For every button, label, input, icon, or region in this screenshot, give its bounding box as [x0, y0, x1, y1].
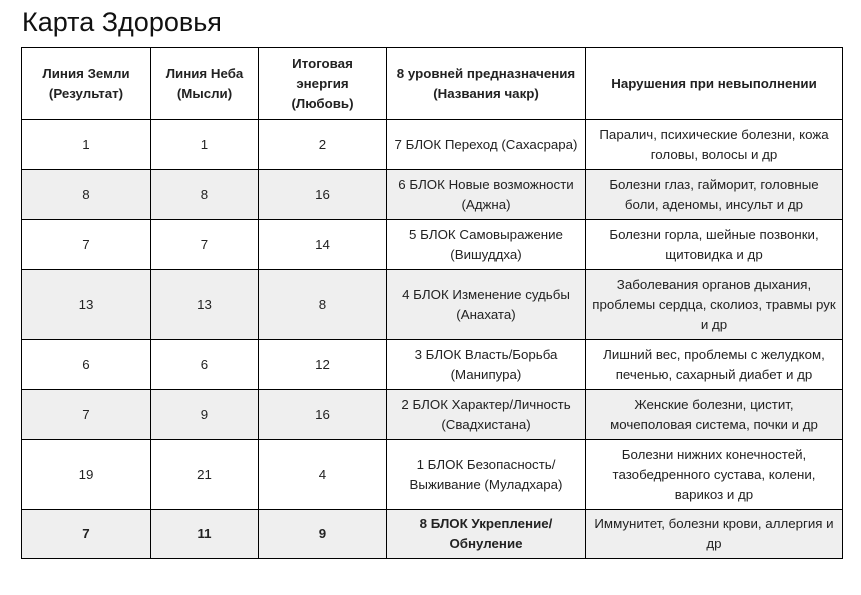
cell-disorders: Заболевания органов дыхания, проблемы сердца, сколиоз, травмы рук и др	[586, 270, 843, 340]
cell-earth: 13	[22, 270, 151, 340]
column-header-disorders: Нарушения при невыполнении	[586, 48, 843, 120]
column-header-sky-line: Линия Неба (Мысли)	[151, 48, 259, 120]
cell-sky: 9	[151, 390, 259, 440]
cell-sky: 1	[151, 120, 259, 170]
table-row	[22, 510, 843, 559]
cell-disorders: Болезни глаз, гайморит, головные боли, аденомы, инсульт и др	[586, 170, 843, 220]
column-header-total-energy: Итоговая энергия (Любовь)	[259, 48, 387, 120]
cell-earth: 7	[22, 510, 151, 559]
table-row	[22, 390, 843, 440]
cell-disorders: Болезни нижних конечностей, тазобедренного сустава, колени, варикоз и др	[586, 440, 843, 510]
table-row	[22, 120, 843, 170]
table-row	[22, 220, 843, 270]
page-title: Карта Здоровья	[22, 7, 222, 37]
health-map-table	[21, 47, 843, 559]
cell-disorders: Женские болезни, цистит, мочеполовая система, почки и др	[586, 390, 843, 440]
cell-block: 8 БЛОК Укрепление/ Обнуление	[387, 510, 586, 559]
cell-sky: 7	[151, 220, 259, 270]
cell-block: 7 БЛОК Переход (Сахасрара)	[387, 120, 586, 170]
cell-block: 5 БЛОК Самовыражение (Вишуддха)	[387, 220, 586, 270]
table-row	[22, 340, 843, 390]
cell-disorders: Болезни горла, шейные позвонки, щитовидка и др	[586, 220, 843, 270]
cell-block: 4 БЛОК Изменение судьбы (Анахата)	[387, 270, 586, 340]
cell-energy: 4	[259, 440, 387, 510]
cell-disorders: Иммунитет, болезни крови, аллергия и др	[586, 510, 843, 559]
cell-block: 2 БЛОК Характер/Личность (Свадхистана)	[387, 390, 586, 440]
cell-energy: 12	[259, 340, 387, 390]
cell-earth: 1	[22, 120, 151, 170]
table-row	[22, 270, 843, 340]
column-header-purpose-levels: 8 уровней предназначения (Названия чакр)	[387, 48, 586, 120]
cell-sky: 21	[151, 440, 259, 510]
cell-energy: 16	[259, 390, 387, 440]
cell-disorders: Паралич, психические болезни, кожа головы, волосы и др	[586, 120, 843, 170]
cell-earth: 6	[22, 340, 151, 390]
cell-earth: 8	[22, 170, 151, 220]
table-row	[22, 170, 843, 220]
cell-sky: 6	[151, 340, 259, 390]
table-row	[22, 440, 843, 510]
cell-earth: 7	[22, 390, 151, 440]
cell-block: 1 БЛОК Безопасность/ Выживание (Муладхара)	[387, 440, 586, 510]
cell-sky: 8	[151, 170, 259, 220]
table-header-row	[22, 48, 843, 120]
cell-energy: 2	[259, 120, 387, 170]
cell-earth: 7	[22, 220, 151, 270]
cell-energy: 8	[259, 270, 387, 340]
cell-energy: 16	[259, 170, 387, 220]
cell-block: 3 БЛОК Власть/Борьба (Манипура)	[387, 340, 586, 390]
cell-disorders: Лишний вес, проблемы с желудком, печенью, сахарный диабет и др	[586, 340, 843, 390]
cell-sky: 11	[151, 510, 259, 559]
column-header-earth-line: Линия Земли (Результат)	[22, 48, 151, 120]
cell-sky: 13	[151, 270, 259, 340]
cell-energy: 14	[259, 220, 387, 270]
cell-earth: 19	[22, 440, 151, 510]
cell-energy: 9	[259, 510, 387, 559]
cell-block: 6 БЛОК Новые возможности (Аджна)	[387, 170, 586, 220]
